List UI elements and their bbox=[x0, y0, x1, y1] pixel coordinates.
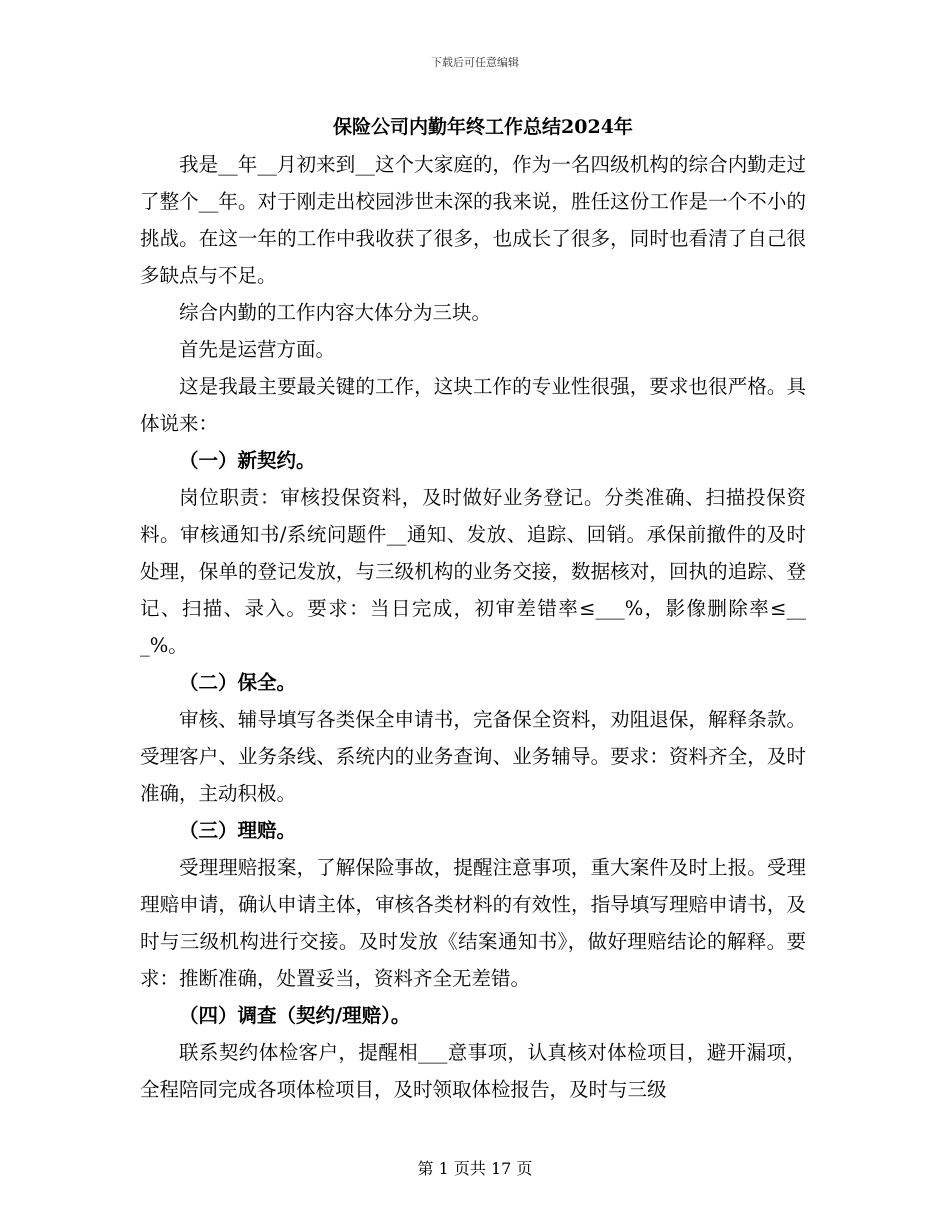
document-body bbox=[140, 112, 806, 1108]
section-heading-new-contract: （一）新契约。 bbox=[179, 449, 316, 472]
paragraph-overview: 综合内勤的工作内容大体分为三块。 bbox=[179, 301, 492, 324]
section-heading-claims: （三）理赔。 bbox=[179, 819, 297, 842]
section-heading-preservation: （二）保全。 bbox=[179, 671, 297, 694]
paragraph-claims: 受理理赔报案，了解保险事故，提醒注意事项，重大案件及时上报。受理理赔申请，确认申请主体，审核各类材料的有效性，指导填写理赔申请书，及时与三级机构进行交接。及时发放《结案通知书》，做好理赔结论的解释。要求：推断准确，处置妥当，资料齐全无差错。 bbox=[140, 856, 806, 990]
paragraph-preservation: 审核、辅导填写各类保全申请书，完备保全资料，劝阻退保，解释条款。受理客户、业务条线、系统内的业务查询、业务辅导。要求：资料齐全，及时准确，主动积极。 bbox=[140, 708, 806, 805]
paragraph-operations: 首先是运营方面。 bbox=[179, 338, 336, 361]
page-number-footer: 第 1 页共 17 页 bbox=[417, 1159, 533, 1178]
paragraph-investigation: 联系契约体检客户，提醒相___意事项，认真核对体检项目，避开漏项，全程陪同完成各项体检项目，及时领取体检报告，及时与三级 bbox=[140, 1041, 806, 1101]
paragraph-intro: 我是__年__月初来到__这个大家庭的，作为一名四级机构的综合内勤走过了整个__年。对于刚走出校园涉世未深的我来说，胜任这份工作是一个不小的挑战。在这一年的工作中我收获了很多，也成长了很多，同时也看清了自己很多缺点与不足。 bbox=[140, 153, 806, 287]
paragraph-new-contract: 岗位职责：审核投保资料，及时做好业务登记。分类准确、扫描投保资料。审核通知书/系统问题件__通知、发放、追踪、回销。承保前撤件的及时处理，保单的登记发放，与三级机构的业务交接，数据核对，回执的追踪、登记、扫描、录入。要求：当日完成，初审差错率≤___%，影像删除率≤___%。 bbox=[140, 486, 806, 657]
section-heading-investigation: （四）调查（契约/理赔）。 bbox=[179, 1004, 411, 1027]
page-header-note: 下载后可任意编辑 bbox=[431, 56, 519, 69]
document-title: 保险公司内勤年终工作总结2024年 bbox=[333, 116, 633, 138]
paragraph-operations-detail: 这是我最主要最关键的工作，这块工作的专业性很强，要求也很严格。具体说来： bbox=[140, 375, 806, 435]
